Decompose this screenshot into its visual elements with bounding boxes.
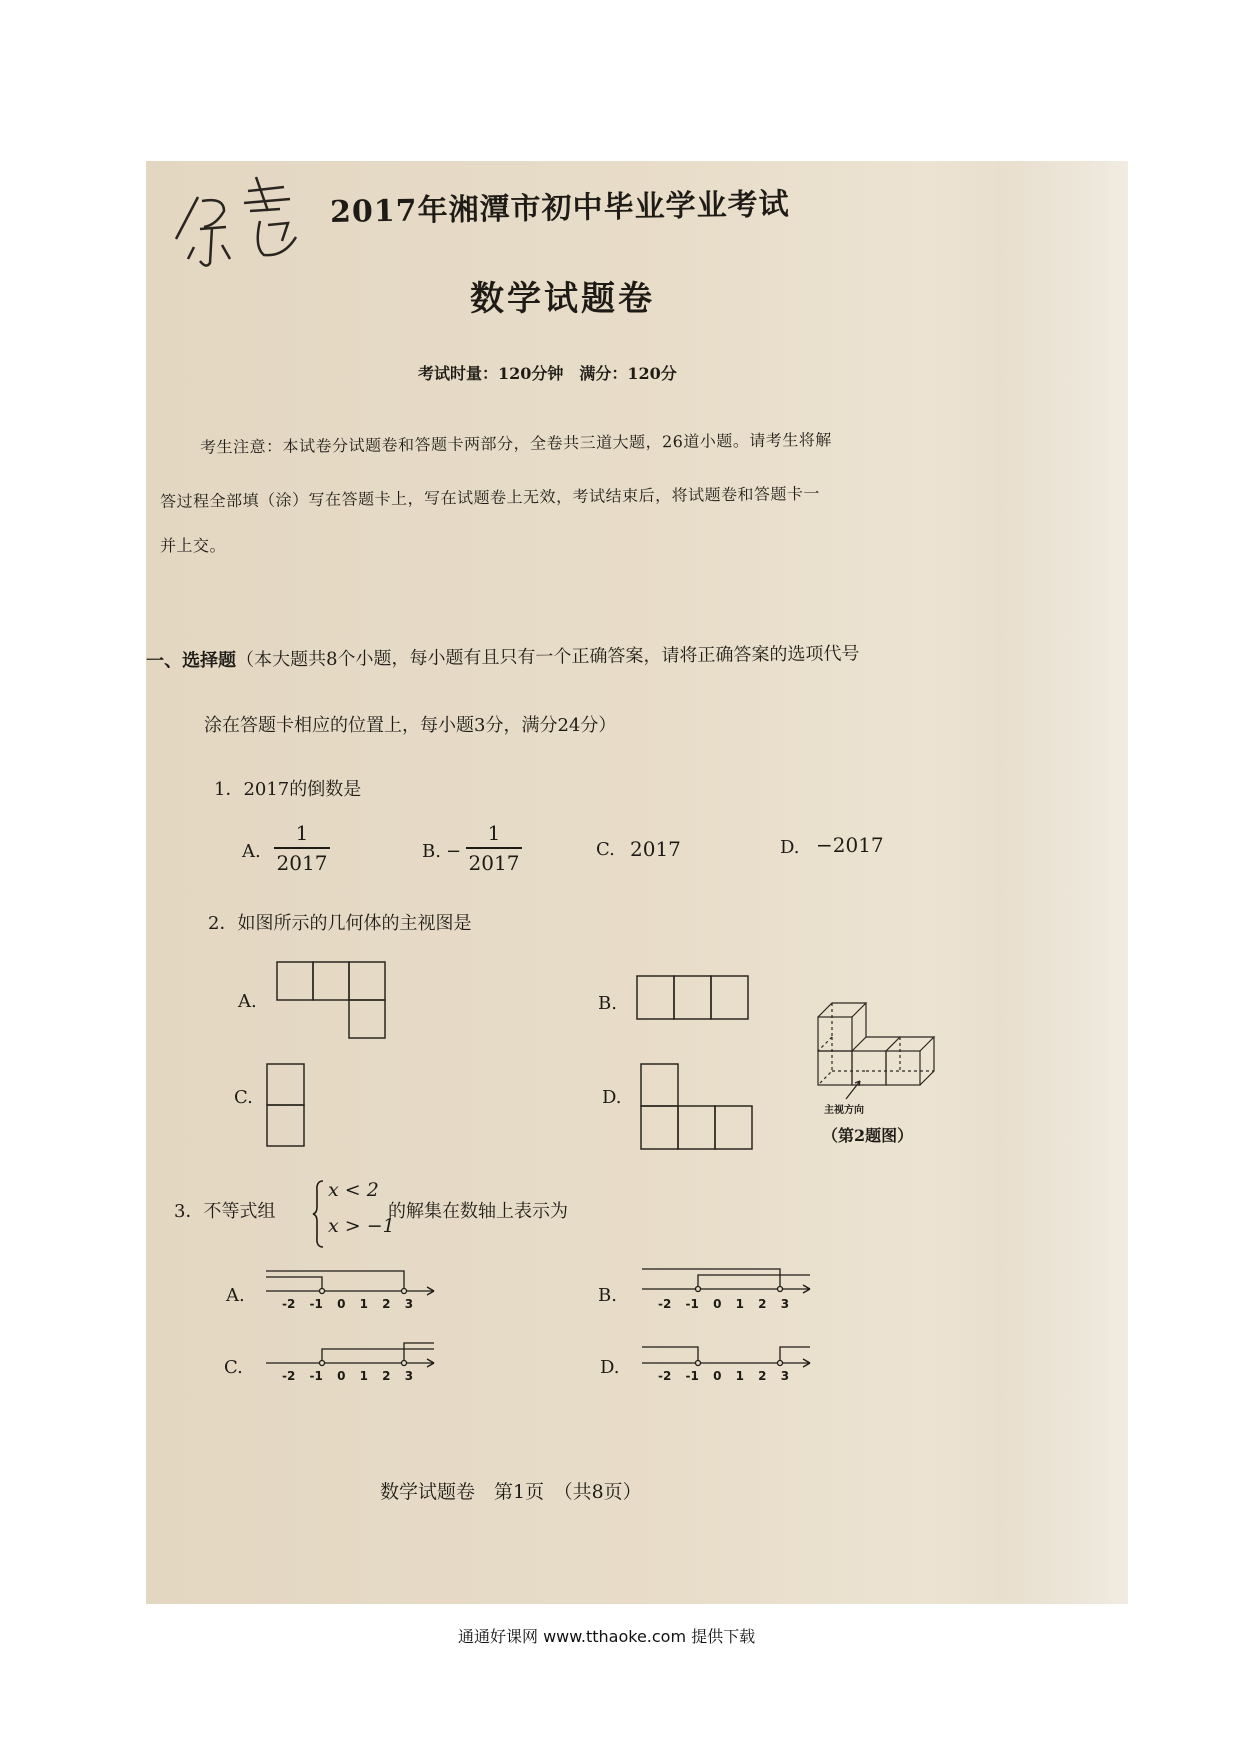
exam-photo <box>146 161 1128 1604</box>
notice-line-1: 考生注意：本试卷分试题卷和答题卡两部分，全卷共三道大题，26道小题。请考生将解 <box>199 430 832 457</box>
q2-option-c-view <box>266 1063 306 1147</box>
q3-option-c-label: C. <box>224 1357 243 1378</box>
notice-line-3: 并上交。 <box>160 536 227 555</box>
tick-label: -2 <box>282 1297 296 1311</box>
q3-stem-pre: 3．不等式组 <box>174 1201 276 1222</box>
section-heading: 一、选择题 <box>146 649 237 672</box>
q1-a-numerator: 1 <box>295 821 309 845</box>
q3-c-ticks <box>282 1369 413 1383</box>
tick-label: -1 <box>309 1369 323 1383</box>
tick-label: 1 <box>359 1297 368 1311</box>
q1-option-b-sign: − <box>446 841 462 862</box>
tick-label: 3 <box>404 1369 414 1383</box>
q2-solid-figure <box>816 989 952 1109</box>
q3-option-d-label: D. <box>600 1357 620 1378</box>
q1-option-a-fraction <box>274 821 330 875</box>
q2-figure-caption: （第2题图） <box>822 1126 914 1145</box>
tick-label: 1 <box>735 1297 744 1311</box>
tick-label: 3 <box>780 1297 790 1311</box>
tick-label: -2 <box>658 1369 672 1383</box>
tick-label: -1 <box>685 1369 699 1383</box>
q3-inequality-1: x < 2 <box>328 1179 379 1201</box>
q1-option-d-label: D. <box>780 837 800 858</box>
q3-option-b-label: B. <box>598 1285 617 1306</box>
section-desc-2: 涂在答题卡相应的位置上，每小题3分，满分24分） <box>204 715 617 736</box>
q1-option-a-label: A. <box>242 841 261 862</box>
section-desc-1: （本大题共8个小题，每小题有且只有一个正确答案，请将正确答案的选项代号 <box>235 643 860 671</box>
tick-label: 2 <box>758 1369 767 1383</box>
site-footer: 通通好课网 www.tthaoke.com 提供下载 <box>458 1627 756 1646</box>
exam-title: 2017年湘潭市初中毕业学业考试 <box>329 186 790 231</box>
q2-option-b-view <box>636 975 750 1021</box>
tick-label: 2 <box>758 1297 767 1311</box>
handwritten-signature <box>164 167 324 277</box>
q3-a-ticks <box>282 1297 413 1311</box>
q2-option-a-label: A. <box>238 991 257 1012</box>
q1-b-numerator: 1 <box>487 821 501 845</box>
q2-option-c-label: C. <box>234 1087 253 1108</box>
q3-brace <box>312 1179 324 1249</box>
tick-label: 1 <box>359 1369 368 1383</box>
tick-label: -2 <box>282 1369 296 1383</box>
tick-label: 0 <box>713 1369 722 1383</box>
q1-b-denominator: 2017 <box>468 850 520 875</box>
tick-label: 1 <box>735 1369 744 1383</box>
notice-line-2: 答过程全部填（涂）写在答题卡上，写在试题卷上无效，考试结束后，将试题卷和答题卡一 <box>159 483 821 512</box>
exam-meta: 考试时量：120分钟 满分：120分 <box>418 364 677 383</box>
q1-option-b-label: B. <box>422 841 441 862</box>
fraction-bar <box>466 847 522 849</box>
q3-d-ticks <box>658 1369 789 1383</box>
tick-label: -1 <box>309 1297 323 1311</box>
q2-option-d-label: D. <box>602 1087 622 1108</box>
section-heading-line <box>146 639 860 672</box>
q1-option-b-fraction <box>466 821 522 875</box>
q1-stem: 1．2017的倒数是 <box>214 779 362 800</box>
q1-a-denominator: 2017 <box>276 850 328 875</box>
tick-label: 2 <box>382 1369 391 1383</box>
q2-option-d-view <box>640 1063 754 1151</box>
q3-inequality-2: x > −1 <box>328 1215 395 1237</box>
tick-label: 3 <box>780 1369 790 1383</box>
q3-b-ticks <box>658 1297 789 1311</box>
tick-label: 3 <box>404 1297 414 1311</box>
q3-option-a-label: A. <box>226 1285 245 1306</box>
q2-stem: 2．如图所示的几何体的主视图是 <box>208 913 472 934</box>
page-footer: 数学试题卷 第1页 （共8页） <box>380 1481 642 1503</box>
q2-option-a-view <box>276 961 388 1039</box>
q1-option-d-text: −2017 <box>816 833 884 857</box>
q1-option-c-text: 2017 <box>630 837 681 861</box>
tick-label: -1 <box>685 1297 699 1311</box>
fraction-bar <box>274 847 330 849</box>
q2-view-direction-label: 主视方向 <box>824 1105 864 1116</box>
q2-option-b-label: B. <box>598 993 617 1014</box>
q1-option-c-label: C. <box>596 839 615 860</box>
tick-label: -2 <box>658 1297 672 1311</box>
q3-stem-post: 的解集在数轴上表示为 <box>388 1201 568 1222</box>
tick-label: 0 <box>337 1297 346 1311</box>
tick-label: 2 <box>382 1297 391 1311</box>
paper-subtitle: 数学试题卷 <box>470 279 655 319</box>
tick-label: 0 <box>713 1297 722 1311</box>
tick-label: 0 <box>337 1369 346 1383</box>
